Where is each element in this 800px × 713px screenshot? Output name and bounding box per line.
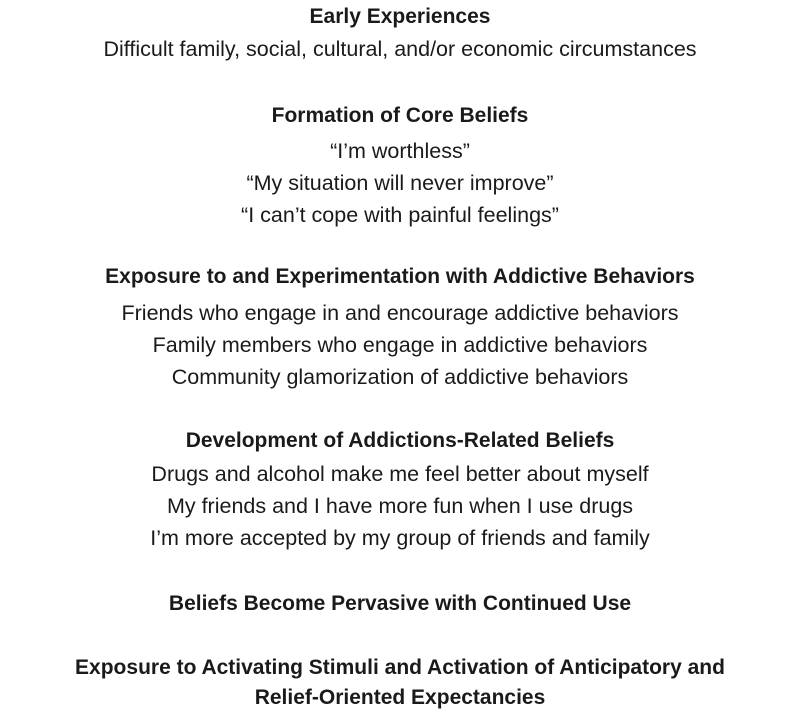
stage-line: Drugs and alcohol make me feel better about myself [151,462,649,486]
stage-heading-addiction-beliefs: Development of Addictions-Related Beliefs [185,429,615,452]
stage-heading-core-beliefs: Formation of Core Beliefs [271,104,529,127]
stage-line: Family members who engage in addictive behaviors [152,333,648,357]
stage-line: Community glamorization of addictive behaviors [171,365,629,389]
stage-line: Friends who engage in and encourage addictive behaviors [121,301,679,325]
stage-heading-activating-stimuli-line2: Relief-Oriented Expectancies [254,686,546,709]
stage-line: I’m more accepted by my group of friends and family [150,526,650,550]
stage-line: My friends and I have more fun when I use drugs [166,494,634,518]
stage-line: Difficult family, social, cultural, and/or economic circumstances [103,37,697,61]
stage-line: “My situation will never improve” [246,171,554,195]
stage-line: “I’m worthless” [330,139,470,163]
stage-heading-early-experiences: Early Experiences [309,5,491,28]
stage-heading-activating-stimuli: Exposure to Activating Stimuli and Activation of Anticipatory and [75,656,725,679]
stage-heading-exposure-experimentation: Exposure to and Experimentation with Addictive Behaviors [105,265,695,288]
stage-heading-pervasive-beliefs: Beliefs Become Pervasive with Continued Use [168,592,632,615]
stage-line: “I can’t cope with painful feelings” [241,203,559,227]
